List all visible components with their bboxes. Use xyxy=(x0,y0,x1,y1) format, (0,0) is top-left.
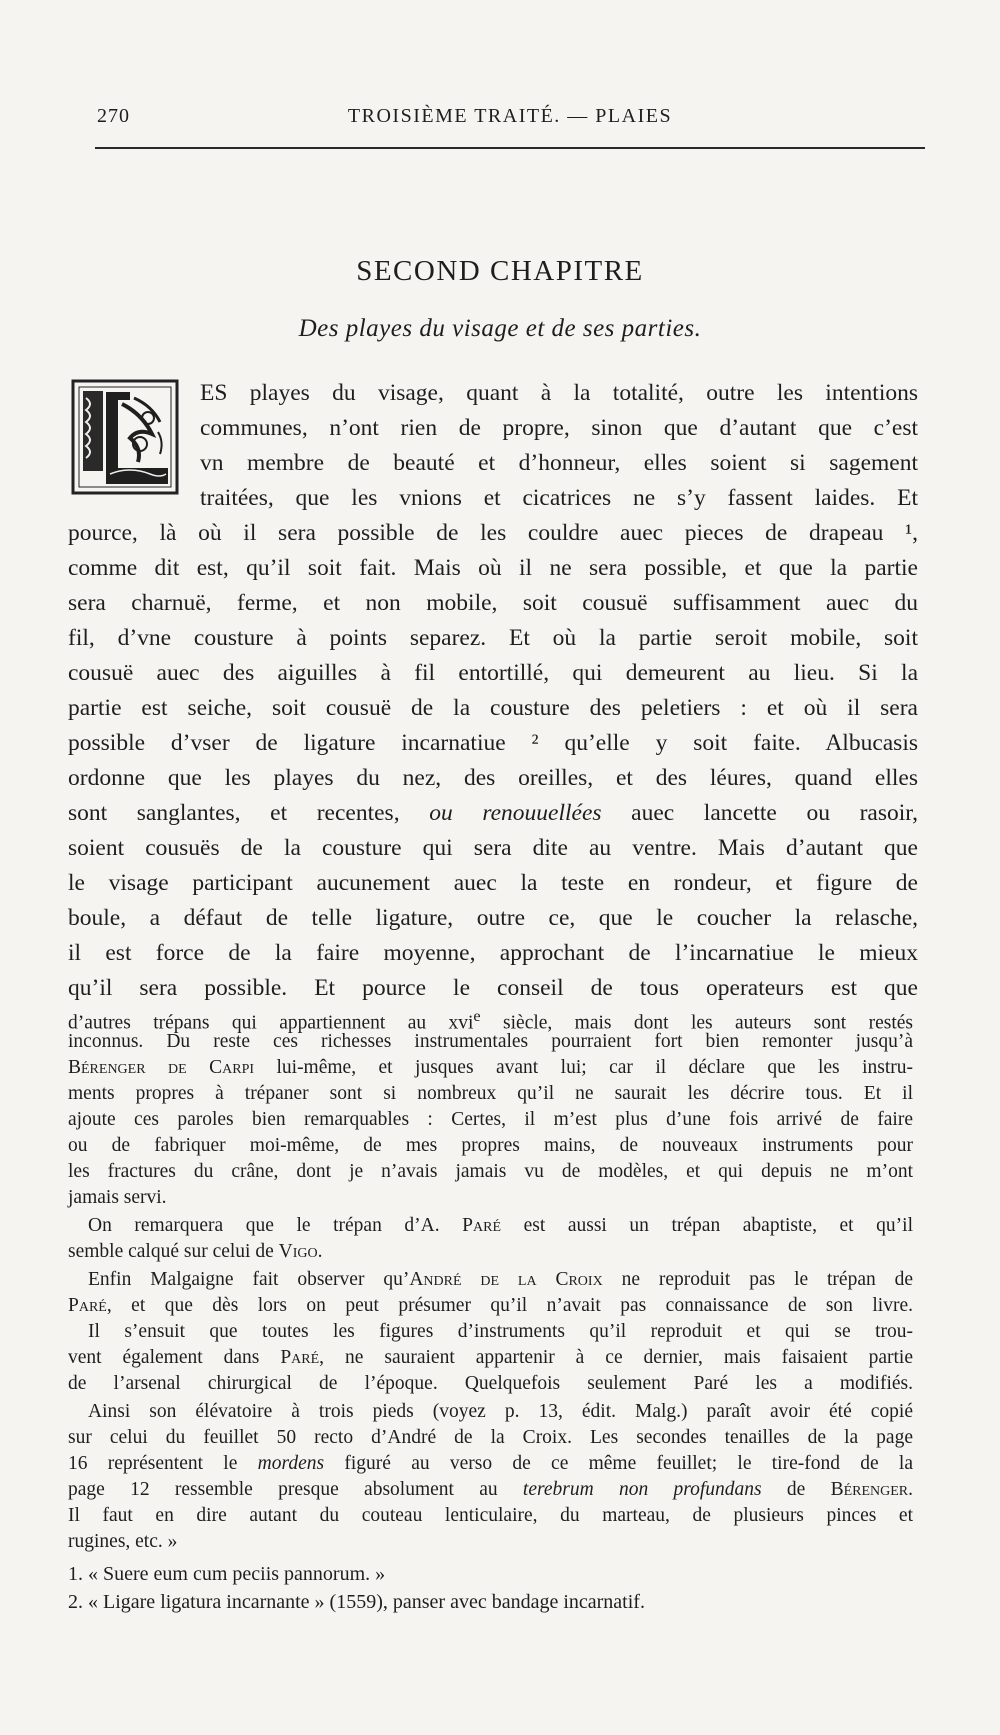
note-text: lui-même, et jusques avant lui; car il déclare que les instru- xyxy=(254,1057,914,1078)
text-line: ES playes du visage, quant à la totalité, outre les intentions xyxy=(200,380,918,406)
note-text: 16 représentent le xyxy=(68,1453,258,1474)
note-line: de l’arsenal chirurgical de l’époque. Quelquefois seulement Paré les a modifiés. xyxy=(68,1373,913,1394)
text-line: ordonne que les playes du nez, des oreilles, et des léures, quand elles xyxy=(68,765,918,791)
note-text: ne reproduit pas le trépan de xyxy=(602,1269,914,1290)
footnote-1: 1. « Suere eum cum peciis pannorum. » xyxy=(68,1563,386,1585)
note-line xyxy=(68,1240,913,1264)
note-line: Il s’ensuit que toutes les figures d’instruments qu’il reproduit et qui se trou- xyxy=(88,1321,913,1342)
text-segment: auec lancette ou rasoir, xyxy=(631,800,919,826)
note-text: . xyxy=(317,1241,323,1262)
chapter-subtitle: Des playes du visage et de ses parties. xyxy=(298,315,702,342)
running-title: TROISIÈME TRAITÉ. — PLAIES xyxy=(347,105,673,127)
note-line: sur celui du feuillet 50 recto d’André de la Croix. Les secondes tenailles de la page xyxy=(68,1427,913,1448)
note-text: vent également dans xyxy=(68,1347,281,1368)
text-line: possible d’vser de ligature incarnatiue ² qu’elle y soit faite. Albucasis xyxy=(68,730,918,756)
header-rule xyxy=(95,147,925,149)
note-superscript: e xyxy=(473,1007,481,1025)
text-line: partie est seiche, soit cousuë de la cousture des peletiers : et où il sera xyxy=(68,695,918,721)
note-line: inconnus. Du reste ces richesses instrumentales pourraient fort bien remonter jusqu’à xyxy=(68,1031,913,1052)
note-line xyxy=(68,1056,913,1080)
text-line: qu’il sera possible. Et pource le conseil de tous operateurs est que xyxy=(68,975,918,1001)
note-text: est aussi un trépan abaptiste, et qu’il xyxy=(501,1215,913,1236)
footnote-2: 2. « Ligare ligatura incarnante » (1559), panser avec bandage incarnatif. xyxy=(68,1591,645,1613)
note-text: semble calqué sur celui de xyxy=(68,1241,279,1262)
note-line: rugines, etc. » xyxy=(68,1531,178,1552)
text-line: comme dit est, qu’il soit fait. Mais où il ne sera possible, et que la partie xyxy=(68,555,918,581)
note-text: d’autres trépans qui appartiennent au xvi xyxy=(68,1012,474,1034)
note-text: , ne sauraient appartenir à ce dernier, mais faisaient partie xyxy=(319,1347,913,1368)
note-line xyxy=(88,1268,913,1292)
chapter-title: SECOND CHAPITRE xyxy=(356,255,644,287)
note-line: jamais servi. xyxy=(68,1187,167,1208)
text-line: sera charnuë, ferme, et non mobile, soit cousuë suffisamment auec du xyxy=(68,590,918,616)
author-name: Paré xyxy=(280,1347,320,1368)
note-line: ajoute ces paroles bien remarquables : Certes, il m’est plus d’une fois arrivé de faire xyxy=(68,1109,913,1130)
text-line: il est force de la faire moyenne, approchant de l’incarnatiue le mieux xyxy=(68,940,918,966)
author-name: Paré xyxy=(68,1295,107,1316)
note-line xyxy=(68,1452,913,1476)
author-name: Bérenger. xyxy=(830,1479,914,1500)
text-line: communes, n’ont rien de propre, sinon que d’autant que c’est xyxy=(200,415,918,441)
note-text: siècle, mais dont les auteurs sont restés xyxy=(480,1012,913,1034)
note-line: ments propres à trépaner sont si nombreux qu’il ne saurait les décrire tous. Et il xyxy=(68,1083,913,1104)
note-text: On remarquera que le trépan d’A. xyxy=(88,1215,463,1236)
text-segment: sont sanglantes, et recentes, xyxy=(68,800,400,826)
author-name: Bérenger de Carpi xyxy=(68,1057,255,1078)
italic-term: terebrum non profundans xyxy=(522,1479,762,1500)
note-text: figuré au verso de ce même feuillet; le tire-fond de la xyxy=(324,1453,913,1474)
text-line: vn membre de beauté et d’honneur, elles soient si sagement xyxy=(200,450,918,476)
text-line: pource, là où il sera possible de les couldre auec pieces de drapeau ¹, xyxy=(68,520,918,546)
text-line xyxy=(68,798,918,828)
author-name: Vigo xyxy=(278,1241,318,1262)
note-line: Il faut en dire autant du couteau lenticulaire, du marteau, de plusieurs pinces et xyxy=(68,1505,913,1526)
note-line xyxy=(68,1478,913,1502)
note-text: Enfin Malgaigne fait observer qu’ xyxy=(88,1269,410,1290)
text-line: soient cousuës de la cousture qui sera dite au ventre. Mais d’autant que xyxy=(68,835,918,861)
page-header xyxy=(95,105,925,145)
author-name: Paré xyxy=(462,1215,502,1236)
note-line xyxy=(68,1346,913,1370)
note-text: page 12 ressemble presque absolument au xyxy=(68,1479,523,1500)
italic-term: mordens xyxy=(257,1453,325,1474)
page-number: 270 xyxy=(97,105,130,127)
note-line: les fractures du crâne, dont je n’avais jamais vu de modèles, et qui depuis ne m’ont xyxy=(68,1161,913,1182)
note-line: Ainsi son élévatoire à trois pieds (voyez p. 13, édit. Malg.) paraît avoir été copié xyxy=(88,1401,913,1422)
note-line: ou de fabriquer moi-même, de mes propres mains, de nouveaux instruments pour xyxy=(68,1135,913,1156)
ornamental-drop-cap xyxy=(70,378,180,496)
note-line xyxy=(88,1214,913,1238)
text-line: le visage participant aucunement auec la teste en rondeur, et figure de xyxy=(68,870,918,896)
text-line: boule, a défaut de telle ligature, outre ce, que le coucher la relasche, xyxy=(68,905,918,931)
note-text: , et que dès lors on peut présumer qu’il n’avait pas connaissance de son livre. xyxy=(106,1295,913,1316)
note-line xyxy=(68,1294,913,1318)
italic-term: ou renouuellées xyxy=(429,800,602,826)
note-text: de xyxy=(761,1479,831,1500)
text-line: fil, d’vne cousture à points separez. Et où la partie seroit mobile, soit xyxy=(68,625,918,651)
author-name: André de la Croix xyxy=(409,1269,603,1290)
text-line: cousuë auec des aiguilles à fil entortillé, qui demeurent au lieu. Si la xyxy=(68,660,918,686)
text-line: traitées, que les vnions et cicatrices ne s’y fassent laides. Et xyxy=(200,485,918,511)
